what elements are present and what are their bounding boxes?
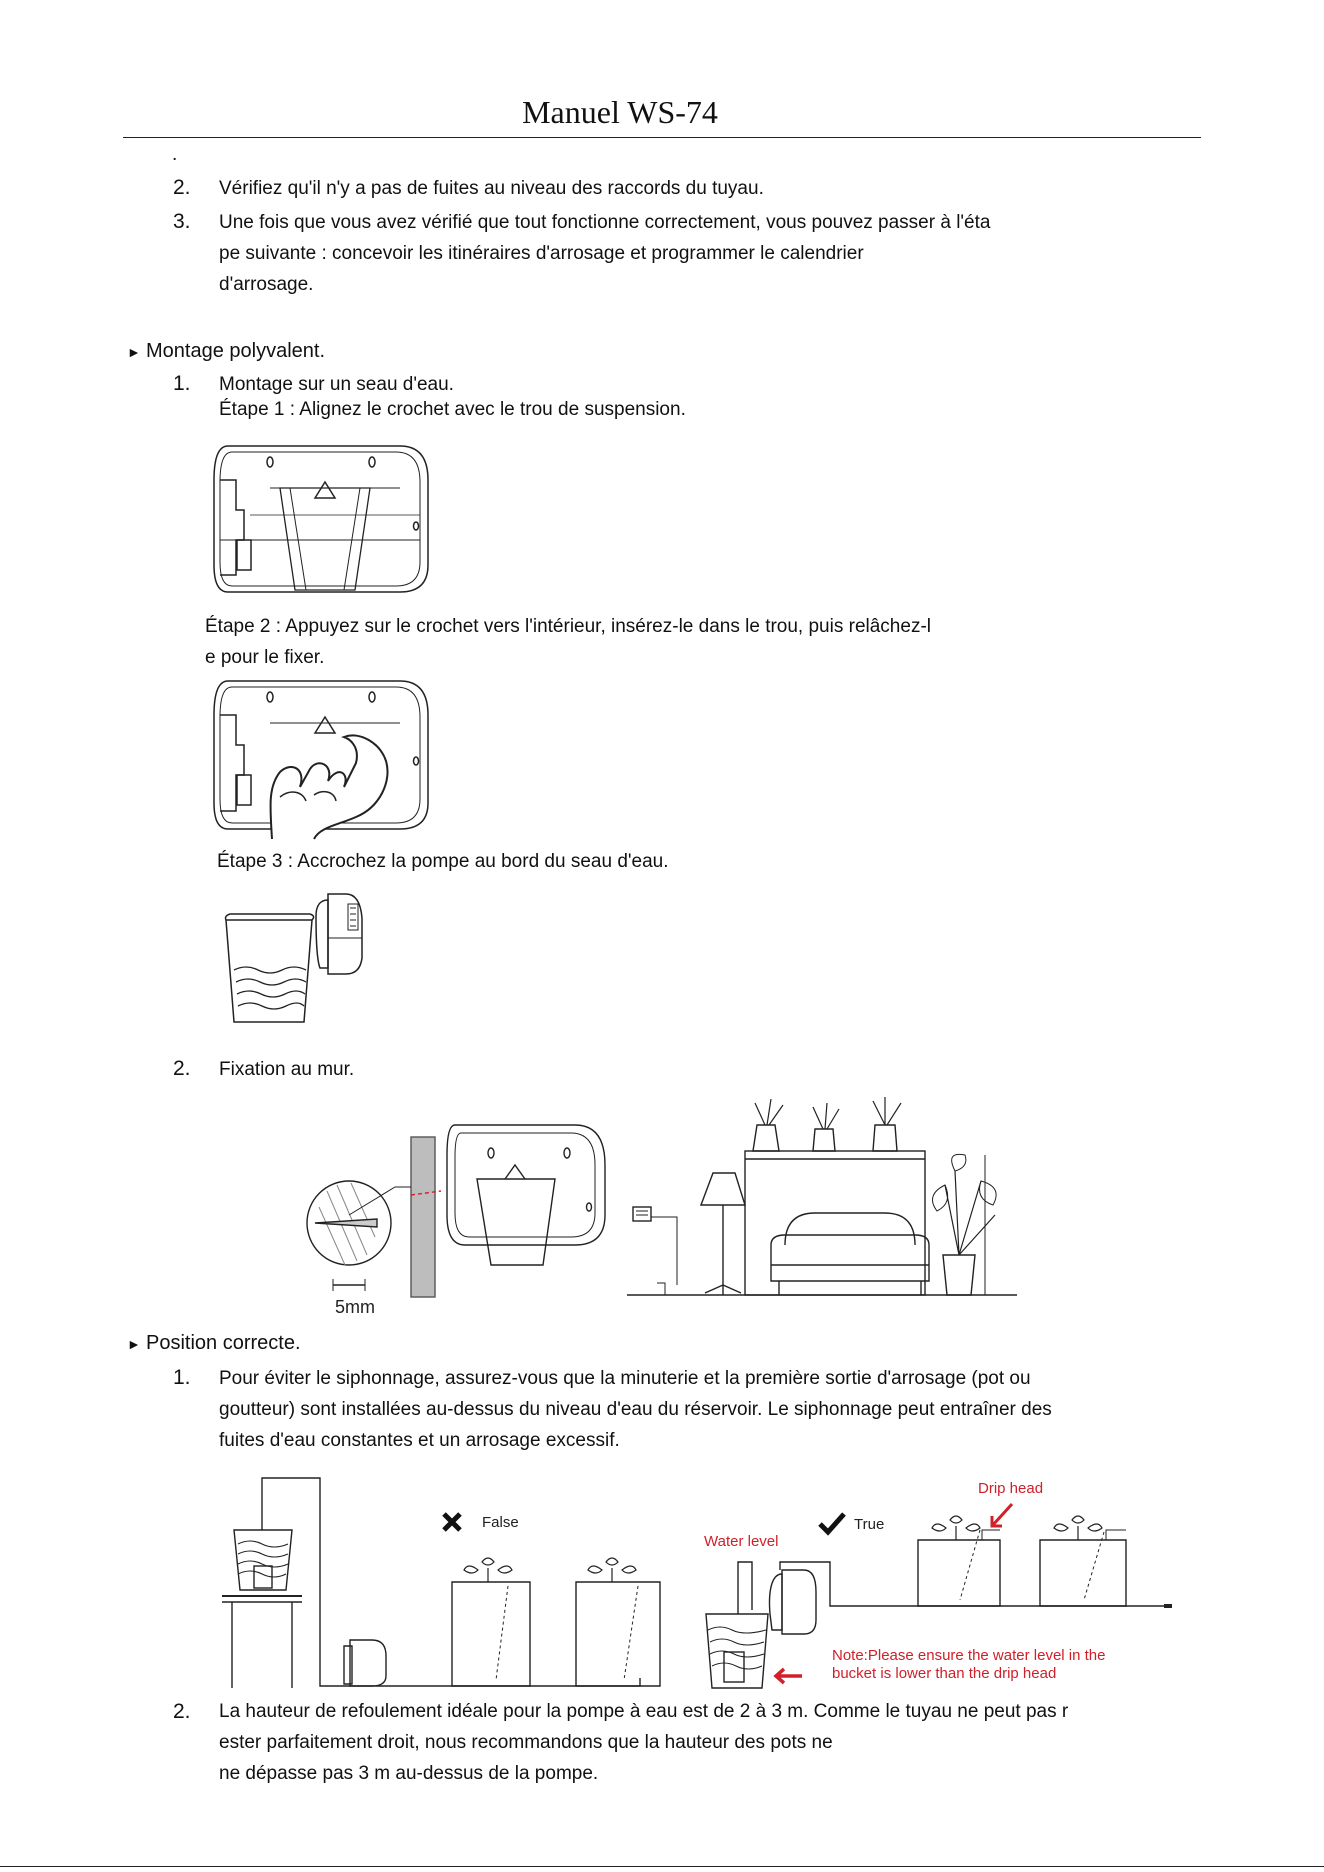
section-heading: Montage polyvalent.: [146, 340, 326, 362]
step-instruction: Étape 3 : Accrochez la pompe au bord du seau d'eau.: [217, 851, 669, 872]
item-number: 2.: [173, 1057, 191, 1080]
item-text-line: La hauteur de refoulement idéale pour la pompe à eau est de 2 à 3 m. Comme le tuyau ne peut pas r: [219, 1701, 1069, 1722]
item-text-line: fuites d'eau constantes et un arrosage excessif.: [219, 1430, 620, 1451]
siphon-position-diagram: [220, 1470, 1182, 1690]
item-text-line: goutteur) sont installées au-dessus du niveau d'eau du réservoir. Le siphonnage peut entraîner des: [219, 1399, 1052, 1420]
section-heading: Position correcte.: [146, 1332, 301, 1354]
item-number: 2.: [173, 1700, 191, 1723]
page-title: Manuel WS-74: [522, 94, 718, 130]
wall-mount-figure: [305, 1095, 1017, 1320]
step-text-line: d'arrosage.: [219, 274, 314, 295]
step-instruction-line: e pour le fixer.: [205, 647, 325, 668]
item-title: Montage sur un seau d'eau.: [219, 374, 454, 395]
item-number: 1.: [173, 372, 191, 395]
item-text-line: ne dépasse pas 3 m au-dessus de la pompe.: [219, 1763, 599, 1784]
step-instruction-line: Étape 2 : Appuyez sur le crochet vers l'intérieur, insérez-le dans le trou, puis relâchez-l: [205, 616, 931, 637]
dimension-label: 5mm: [335, 1297, 375, 1317]
false-label: False: [482, 1514, 519, 1531]
bullet-icon: ►: [127, 344, 141, 360]
item-title: Fixation au mur.: [219, 1059, 355, 1080]
item-text-line: ester parfaitement droit, nous recommandons que la hauteur des pots ne: [219, 1732, 833, 1753]
item-text-line: Pour éviter le siphonnage, assurez-vous que la minuterie et la première sortie d'arrosage (pot ou: [219, 1368, 1031, 1389]
drip-head-label: Drip head: [978, 1480, 1044, 1497]
step-number: 3.: [173, 210, 191, 233]
water-level-label: Water level: [704, 1533, 779, 1550]
pump-on-bucket-figure: [220, 888, 375, 1028]
note-line: Note:Please ensure the water level in the: [832, 1647, 1106, 1664]
step-text-line: Une fois que vous avez vérifié que tout fonctionne correctement, vous pouvez passer à l'éta: [219, 212, 991, 233]
stray-dot: .: [172, 144, 178, 165]
step-number: 2.: [173, 176, 191, 199]
header-divider: [123, 137, 1201, 138]
hand-press-hook-figure: [210, 677, 432, 841]
bullet-icon: ►: [127, 1336, 141, 1352]
step-text: Vérifiez qu'il n'y a pas de fuites au niveau des raccords du tuyau.: [219, 178, 764, 199]
note-line: bucket is lower than the drip head: [832, 1665, 1057, 1682]
true-label: True: [854, 1516, 885, 1533]
step-instruction: Étape 1 : Alignez le crochet avec le trou de suspension.: [219, 399, 686, 420]
pump-hook-figure: [210, 440, 432, 598]
step-text-line: pe suivante : concevoir les itinéraires d'arrosage et programmer le calendrier: [219, 243, 864, 264]
item-number: 1.: [173, 1366, 191, 1389]
page-bottom-divider: [0, 1866, 1324, 1867]
